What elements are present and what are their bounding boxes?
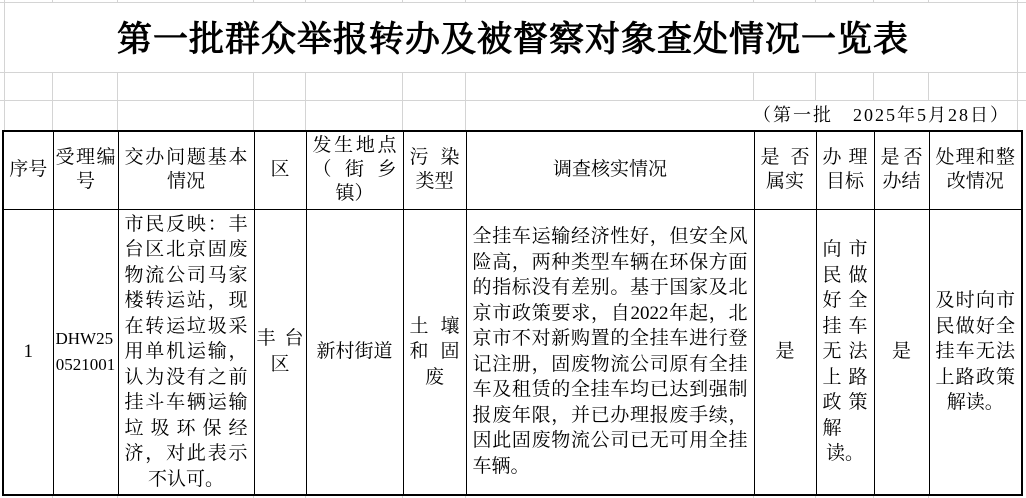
sheet-gridline-vertical (928, 72, 929, 100)
header-closed: 是否办结 (874, 131, 929, 209)
header-verified: 是否属实 (754, 131, 816, 209)
sheet-gridline-vertical (52, 72, 53, 100)
cell-goal: 向市民做好全挂车无法上路政策解读。 (816, 209, 874, 495)
cell-verified: 是 (754, 209, 816, 495)
table-row (3, 209, 1022, 495)
header-verification: 调查核实情况 (466, 131, 754, 209)
header-rectification: 处理和整改情况 (929, 131, 1022, 209)
header-seq: 序号 (3, 131, 53, 209)
header-issue: 交办问题基本情况 (118, 131, 254, 209)
header-row (3, 131, 1022, 209)
cell-seq: 1 (3, 209, 53, 495)
page-title: 第一批群众举报转办及被督察对象查处情况一览表 (116, 20, 909, 59)
sheet-gridline-vertical (465, 72, 466, 100)
sheet-gridline-vertical (117, 72, 118, 100)
report-table (2, 130, 1023, 496)
header-location: 发生地点（街乡镇） (306, 131, 403, 209)
sheet-gridline-vertical (402, 72, 403, 100)
cell-closed: 是 (874, 209, 929, 495)
cell-case-no: DHW250521001 (53, 209, 118, 495)
sheet-gridline-vertical (753, 72, 754, 100)
sheet-gridline-vertical (873, 72, 874, 100)
cell-location: 新村街道 (306, 209, 403, 495)
sheet-gridline-vertical (305, 72, 306, 100)
header-goal: 办理目标 (816, 131, 874, 209)
header-district: 区 (254, 131, 306, 209)
batch-date-note: （第一批 2025年5月28日） (753, 105, 1010, 125)
cell-issue: 市民反映：丰台区北京固废物流公司马家楼转运站，现在转运垃圾采用单机运输，认为没有之前挂斗车辆运输垃圾环保经济，对此表示不认可。 (118, 209, 254, 495)
cell-district: 丰台区 (254, 209, 306, 495)
sheet-gridline-vertical (253, 72, 254, 100)
cell-pollution-type: 土壤和固废 (403, 209, 466, 495)
header-case-no: 受理编号 (53, 131, 118, 209)
sheet-gridline-vertical (815, 72, 816, 100)
header-pollution-type: 污染类型 (403, 131, 466, 209)
cell-rectification: 及时向市民做好全挂车无法上路政策解读。 (929, 209, 1022, 495)
cell-verification: 全挂车运输经济性好，但安全风险高，两种类型车辆在环保方面的指标没有差别。基于国家及北京市政策要求，自2022年起，北京市不对新购置的全挂车进行登记注册，固废物流公司原有全挂车及租赁的全挂车均已达到强制报废年限，并已办理报废手续，因此固废物流公司已无可用全挂车辆。 (466, 209, 754, 495)
